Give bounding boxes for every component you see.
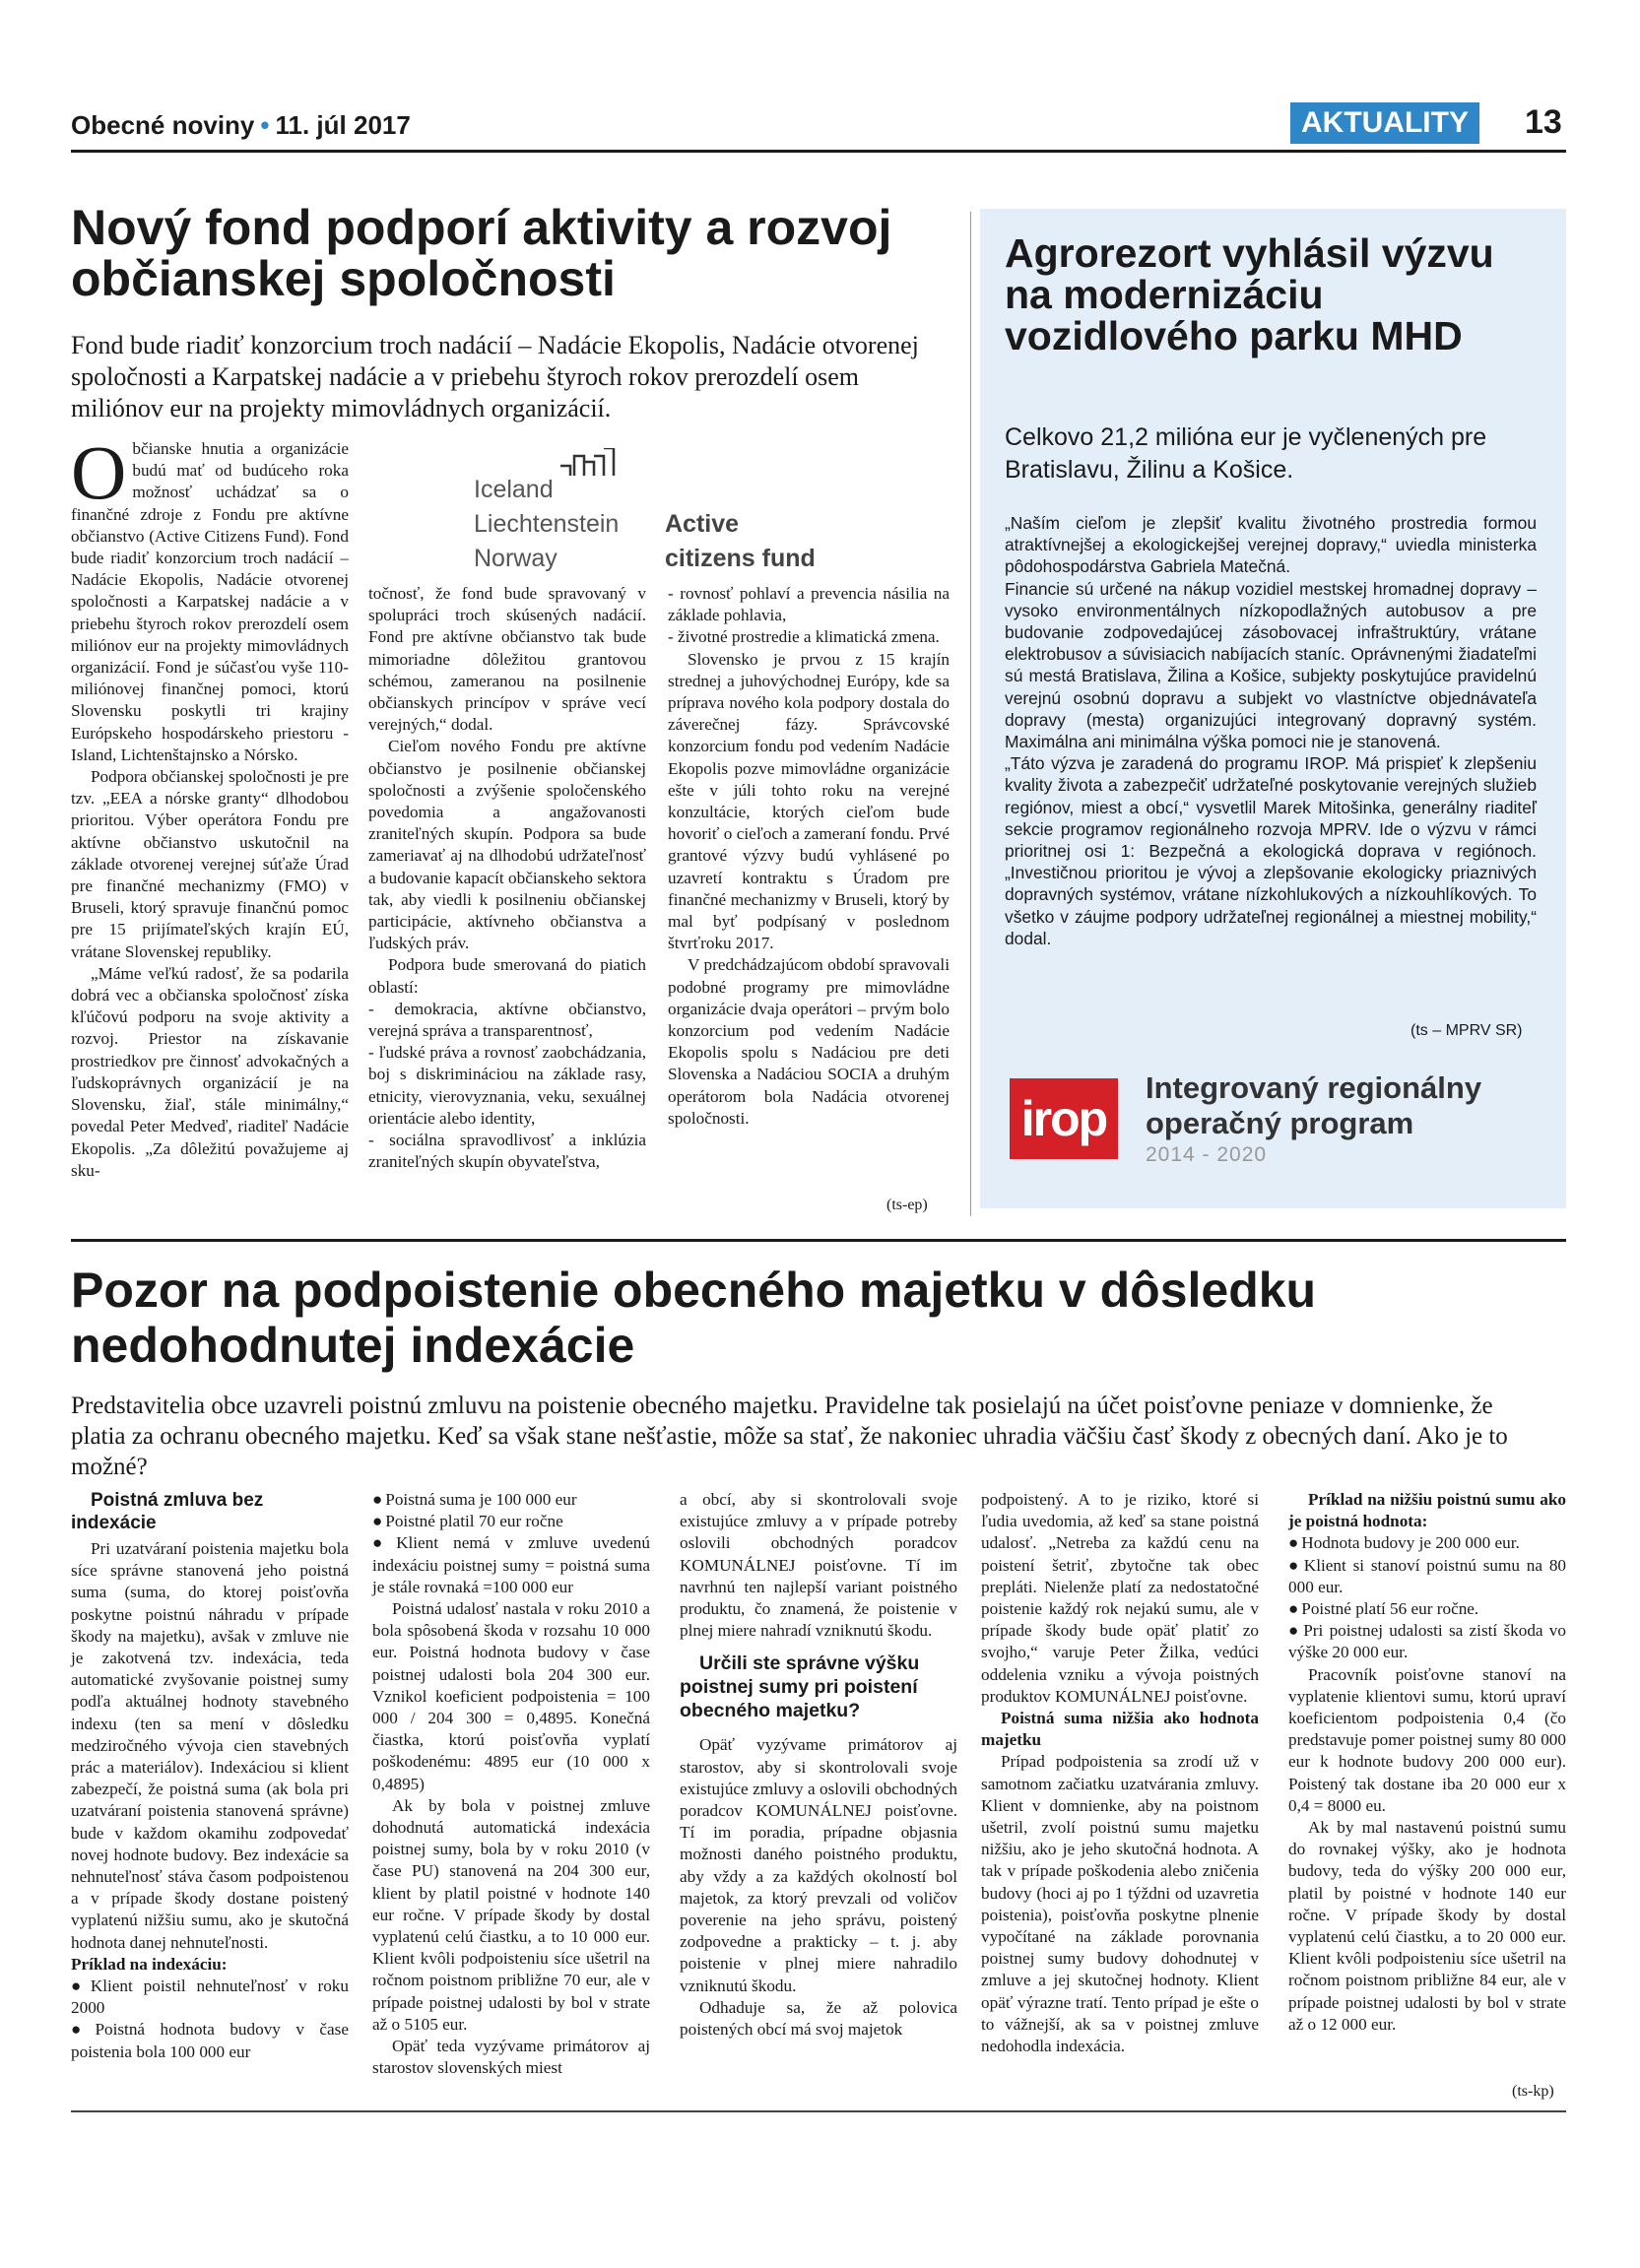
paragraph: Podpora bude smerovaná do piatich oblastí:: [368, 955, 646, 997]
bullet-item: ● Poistná hodnota budovy v čase poistenia bola 100 000 eur: [71, 2019, 349, 2062]
article2-column-5: [1288, 1489, 1566, 2036]
column-divider: [970, 212, 971, 1216]
logo-country-3: Norway: [474, 545, 558, 572]
dropcap: O: [71, 429, 127, 515]
article2-column-3: [680, 1489, 957, 2041]
logo-name-1: Active: [665, 510, 740, 538]
paragraph: V predchádzajúcom období spravovali podobné programy pre mimovládne organizácie dvaja operátori – prvým bolo konzorcium pod vedením Nadácie Ekopolis spolu s Nadáciou pre deti Slovenska a Nadáciou SOCIA a druhým operátorom bola Nadácia otvorenej spoločnosti.: [668, 955, 950, 1128]
paragraph: Financie sú určené na nákup vozidiel mestskej hromadnej dopravy – vysoko environmentálnych nízkopodlažných autobusov a pre budovanie zodpovedajúcej zásobovacej infraštruktúry, vrátane elektrobusov a súvisiacich nabíjacích staníc. Oprávnenými žiadateľmi sú mestá Bratislava, Žilina a Košice, subjekty poskytujúce pravidelnú verejnú osobnú dopravu a subjekt vo vlastníctve objednávateľa dopravy (mesta) organizujúci integrovaný dopravný systém. Maximálna ani minimálna výška pomoci nie je stanovená.: [1005, 578, 1537, 752]
active-citizens-fund-logo: [468, 448, 832, 576]
logo-graphic: [468, 448, 832, 576]
paragraph: Podpora občianskej spoločnosti je pre tzv. „EEA a nórske granty“ dlhodobou prioritou. Výber operátora Fondu pre aktívne občianstvo uskutočnil na základe otvorenej verejnej súťaže Úrad pre finančné mechanizmy (FMO) v Bruseli, ktorý spravuje finančnú pomoc pre 15 prijímateľských krajín EÚ, vrátane Slovenskej republiky.: [71, 767, 349, 961]
bottom-rule: [71, 2110, 1566, 2112]
paragraph: Cieľom nového Fondu pre aktívne občianstvo je posilnenie občianskej spoločnosti a zvýšenie spoločenského povedomia a angažovanosti zraniteľných skupín. Podpora sa bude zameriavať aj na dlhodobú udržateľnosť a budovanie kapacít občianskeho sektora tak, aby viedli k posilneniu občianskej participácie, aktívneho občianstva a ľudských práv.: [368, 737, 646, 953]
bullet-item: ● Klient poistil nehnuteľnosť v roku 2000: [71, 1976, 349, 2019]
paragraph: Ak by mal nastavenú poistnú sumu do rovnakej výšky, ako je hodnota budovy, teda do výšky 200 000 eur, platil by poistné v hodnote 140 eur ročne. V prípade škody by dostal vyplatenú celú čiastku, a to 20 000 eur. Klient kvôli podpoisteniu síce ušetril na ročnom poistnom približne 84 eur, ale v prípade poistnej udalosti by bol v strate až o 12 000 eur.: [1288, 1818, 1566, 2034]
list-item: - demokracia, aktívne občianstvo, verejná správa a transparentnosť,: [368, 999, 646, 1041]
bullet-item: ● Klient nemá v zmluve uvedenú indexáciu poistnej sumy = poistná suma je stále rovnaká =100 000 eur: [372, 1532, 650, 1598]
irop-line-2: operačný program: [1146, 1106, 1414, 1140]
logo-country-1: Iceland: [474, 476, 554, 503]
paragraph: Pracovník poisťovne stanoví na vyplatenie klientovi sumu, ktorú upraví koeficientom podpoistenia 0,4 (čo predstavuje pomer poistnej sumy 80 000 eur k hodnote budovy 200 000 eur). Poistený tak dostane iba 20 000 eur x 0,4 = 8000 eu.: [1288, 1664, 1566, 1815]
masthead-separator: •: [260, 110, 270, 140]
page-number: 13: [1525, 103, 1562, 141]
article2-lead: Predstavitelia obce uzavreli poistnú zmluvu na poistenie obecného majetku. Pravidelne tak posielajú na účet poisťovne peniaze v domnienke, že platia za ochranu obecného majetku. Keď sa však stane nešťastie, môže sa stať, že nakoniec uhradia väčšiu časť škody z obecných daní. Ako je to možné?: [71, 1393, 1508, 1480]
sidebar-title: Agrorezort vyhlásil výzvu na modernizáciu vozidlového parku MHD: [1005, 230, 1494, 358]
sidebar-body: [1005, 512, 1537, 949]
article1-lead: Fond bude riadiť konzorcium troch nadácií – Nadácie Ekopolis, Nadácie otvorenej spoločnosti a Karpatskej nadácie a v priebehu štyroch rokov prerozdelí osem miliónov eur na projekty mimovládnych organizácií.: [71, 331, 919, 422]
paragraph: podpoistený. A to je riziko, ktoré si ľudia uvedomia, až keď sa stane poistná udalosť. „Netreba za každú cenu na poistení šetriť, zbytočne tak obec prepláti. Nielenže platí za nedostatočné poistenie každý rok nejakú sumu, ale v prípade škody bude opäť platiť zo svojho,“ varuje Peter Žilka, vedúci oddelenia vzniku a vývoja poistných produktov KOMUNÁLNEJ poisťovne.: [981, 1490, 1259, 1706]
example-heading: Príklad na nižšiu poistnú sumu ako je poistná hodnota:: [1288, 1490, 1566, 1531]
paragraph: Poistná udalosť nastala v roku 2010 a bola spôsobená škoda v rozsahu 10 000 eur. Poistná hodnota budovy v čase poistnej udalosti bola 204 300 eur. Vznikol koeficient podpoistenia = 100 000 / 204 300 = 0,4895. Konečná čiastka, ktorú poisťovňa vyplatí poškodenému: 4895 eur (10 000 x 0,4895): [372, 1599, 650, 1793]
article1-signature: (ts-ep): [886, 1197, 928, 1213]
article2-signature: (ts-kp): [1512, 2083, 1554, 2100]
subheading: Poistná suma nižšia ako hodnota majetku: [981, 1709, 1259, 1750]
masthead-rule: [71, 150, 1566, 153]
paragraph: a obcí, aby si skontrolovali svoje existujúce zmluvy a v prípade potreby oslovili obchodných poradcov KOMUNÁLNEJ poisťovne. Tí im navrhnú ten najlepší variant poistného produktu, čo znamená, že poistenie v plnej miere nahradí vzniknutú škodu.: [680, 1490, 957, 1641]
subheading: Poistná zmluva bez indexácie: [71, 1490, 264, 1533]
bullet-item: ● Pri poistnej udalosti sa zistí škoda vo výške 20 000 eur.: [1288, 1620, 1566, 1663]
bullet-item: ● Klient si stanoví poistnú sumu na 80 000 eur.: [1288, 1555, 1566, 1598]
bullet-item: ● Poistné platí 56 eur ročne.: [1288, 1598, 1566, 1620]
list-item: - rovnosť pohlaví a prevencia násilia na základe pohlavia,: [668, 584, 950, 625]
irop-logo-text: [1146, 1070, 1520, 1141]
article2-column-2: [372, 1489, 650, 2079]
paragraph: Prípad podpoistenia sa zrodí už v samotnom začiatku uzatvárania zmluvy. Klient v domnienke, aby na poistnom ušetril, zvolí poistnú sumu majetku nižšiu, ako je jeho skutočná hodnota. A tak v prípade poškodenia alebo zničenia budovy (hoci aj po 1 týždni od uzavretia poistenia), poisťovňa poskytne plnenie vypočítané na základe porovnania poistnej sumy budovy dohodnutej v zmluve a jej skutočnej hodnoty. Klient opäť výrazne tratí. Tento prípad je ešte o to vážnejší, ak sa v poistnej zmluve nedohodla indexácia.: [981, 1752, 1259, 2056]
article2-column-4: [981, 1489, 1259, 2057]
bullet-item: ● Poistné platil 70 eur ročne: [372, 1511, 650, 1532]
irop-years: 2014 - 2020: [1146, 1143, 1268, 1166]
list-item: - životné prostredie a klimatická zmena.: [668, 627, 940, 647]
list-item: - ľudské práva a rovnosť zaobchádzania, boj s diskrimináciou na základe rasy, etnicity, vierovyznania, veku, sexuálnej orientácie alebo identity,: [368, 1043, 646, 1128]
paragraph: Opäť teda vyzývame primátorov aj starostov slovenských miest: [372, 2037, 650, 2078]
masthead: [71, 110, 411, 141]
paragraph: Pri uzatváraní poistenia majetku bola síce správne stanovená jeho poistná suma (suma, do ktorej poisťovňa poskytne poistnú náhradu v prípade škody na majetku), avšak v zmluve nie je zakotvená tzv. indexácia, teda automatické zvyšovanie poistnej sumy podľa aktuálnej hodnoty stavebného indexu (ten sa mení v dôsledku medziročného vývoja cien stavebných prác a materiálov). Indexáciou si klient zabezpečí, že poistná suma (ak bola pri uzatváraní poistenia stanovená správne) bude v každom okamihu zodpovedať novej hodnote budovy. Bez indexácie sa nehnuteľnosť stáva časom podpoistenou a v prípade škody dostane poistený vyplatenú nižšiu sumu, ako je skutočná hodnota danej nehnuteľnosti.: [71, 1539, 349, 1952]
paragraph: Opäť vyzývame primátorov aj starostov, aby si skontrolovali svoje existujúce zmluvy a oslovili obchodných poradcov KOMUNÁLNEJ poisťovne. Tí im poradia, prípadne objasnia možnosti daného poistného produktu, aby vždy a za každých okolností bol majetok, za ktorý prevzali od voličov poverenie na jeho správu, poistený zodpovedne a prakticky – t. j. aby poistenie v plnej miere nahradilo vzniknutú škodu.: [680, 1735, 957, 1995]
article1-column-1: [71, 429, 349, 1182]
section-label: AKTUALITY: [1290, 102, 1479, 144]
article1-title: Nový fond podporí aktivity a rozvoj občianskej spoločnosti: [71, 200, 892, 306]
irop-logo-mark: irop: [1010, 1078, 1118, 1159]
paragraph: bčianske hnutia a organizácie budú mať od budúceho roka možnosť uchádzať sa o finančné zdroje z Fondu pre aktívne občianstvo (Active Citizens Fund). Fond bude riadiť konzorcium troch nadácií – Nadácie Ekopolis, Nadácie otvorenej spoločnosti a Karpatskej nadácie a v priebehu štyroch rokov prerozdelí osem miliónov eur na projekty mimovládnych organizácií. Fond je súčasťou vyše 110-miliónovej finančnej pomoci, ktorú Slovensku poskytli tri krajiny Európskeho hospodárskeho priestoru - Island, Lichtenštajnsko a Nórsko.: [71, 439, 349, 764]
bullet-item: ● Hodnota budovy je 200 000 eur.: [1288, 1532, 1566, 1554]
paragraph: Odhaduje sa, že až polovica poistených obcí má svoj majetok: [680, 1997, 957, 2040]
section-rule: [71, 1239, 1566, 1242]
paragraph: točnosť, že fond bude spravovaný v spolupráci troch skúsených nadácií. Fond pre aktívne občianstvo tak bude mimoriadne dôležitou grantovou schémou, zameranou na posilnenie občianskych princípov v správe vecí verejných,“ dodal.: [368, 584, 646, 735]
paragraph: „Naším cieľom je zlepšiť kvalitu životného prostredia formou atraktívnejšej a ekologickejšej verejnej dopravy,“ uviedla ministerka pôdohospodárstva Gabriela Matečná.: [1005, 513, 1537, 577]
paragraph: „Máme veľkú radosť, že sa podarila dobrá vec a občianska spoločnosť získa kľúčovú podporu na svoje aktivity a rozvoj. Priestor na získavanie prostriedkov pre činnosť advokačných a ľudskoprávnych organizácií je na Slovensku, žiaľ, stále minimálny,“ povedal Peter Medveď, riaditeľ Nadácie Ekopolis. „Za dôležitú považujeme aj sku-: [71, 963, 349, 1180]
paragraph: Ak by bola v poistnej zmluve dohodnutá automatická indexácia poistnej sumy, bola by v roku 2010 (v čase PU) stanovená na 204 300 eur, klient by platil poistné v hodnote 140 eur ročne. V prípade škody by dostal vyplatenú celú čiastku, a to 10 000 eur. Klient kvôli podpoisteniu síce ušetril na ročnom poistnom približne 70 eur, ale v prípade poistnej udalosti by bol v strate až o 5105 eur.: [372, 1795, 650, 2034]
list-item: - sociálna spravodlivosť a inklúzia zraniteľných skupín obyvateľstva,: [368, 1131, 646, 1172]
paper-name: Obecné noviny: [71, 110, 255, 140]
example-heading: Príklad na indexáciu:: [71, 1954, 228, 1974]
article2-title: Pozor na podpoistenie obecného majetku v dôsledku nedohodnutej indexácie: [71, 1263, 1317, 1373]
article2-column-1: [71, 1489, 349, 2063]
bullet-item: ● Poistná suma je 100 000 eur: [372, 1489, 650, 1511]
logo-country-2: Liechtenstein: [474, 510, 620, 538]
paragraph: Slovensko je prvou z 15 krajín strednej a juhovýchodnej Európy, kde sa príprava nového kola podpory dostala do záverečnej fázy. Správcovské konzorcium fondu pod vedením Nadácie Ekopolis pozve mimovládne organizácie ešte v júli tohto roku na verejné konzultácie, ktorých cieľom bude hovoriť o cieľoch a zameraní fondu. Prvé grantové výzvy budú vyhlásené po uzavretí kontraktu s Úradom pre finančné mechanizmy v Bruseli, ktorý by mal byť podpísaný v poslednom štvrťroku 2017.: [668, 649, 950, 953]
logo-name-2: citizens fund: [665, 545, 816, 572]
paragraph: „Táto výzva je zaradená do programu IROP. Má prispieť k zlepšeniu kvality života a zabezpečiť udržateľné poskytovanie verejných služieb regiónov, miest a obcí,“ vysvetlil Marek Mitošinka, generálny riaditeľ sekcie programov regionálneho rozvoja MPRV. Ide o výzvu v rámci prioritnej osi 1: Bezpečná a ekologická doprava v regiónoch. „Investičnou prioritou je vývoj a zlepšovanie ekologicky priaznivých dopravných systémov, vrátane nízkohlukových a nízkouhlíkových. To všetko v záujme podpory udržateľnej regionálnej a miestnej mobility,“ dodal.: [1005, 753, 1537, 948]
article1-column-3: [668, 583, 950, 1130]
article1-column-2: [368, 583, 646, 1173]
irop-logo: [1010, 1059, 1527, 1177]
sidebar-signature: (ts – MPRV SR): [1410, 1022, 1523, 1039]
issue-date: 11. júl 2017: [275, 110, 411, 140]
sidebar-lead: Celkovo 21,2 milióna eur je vyčlenených pre Bratislavu, Žilinu a Košice.: [1005, 423, 1487, 484]
subheading: Určili ste správne výšku poistnej sumy pri poistení obecného majetku?: [680, 1652, 920, 1722]
irop-line-1: Integrovaný regionálny: [1146, 1070, 1482, 1105]
